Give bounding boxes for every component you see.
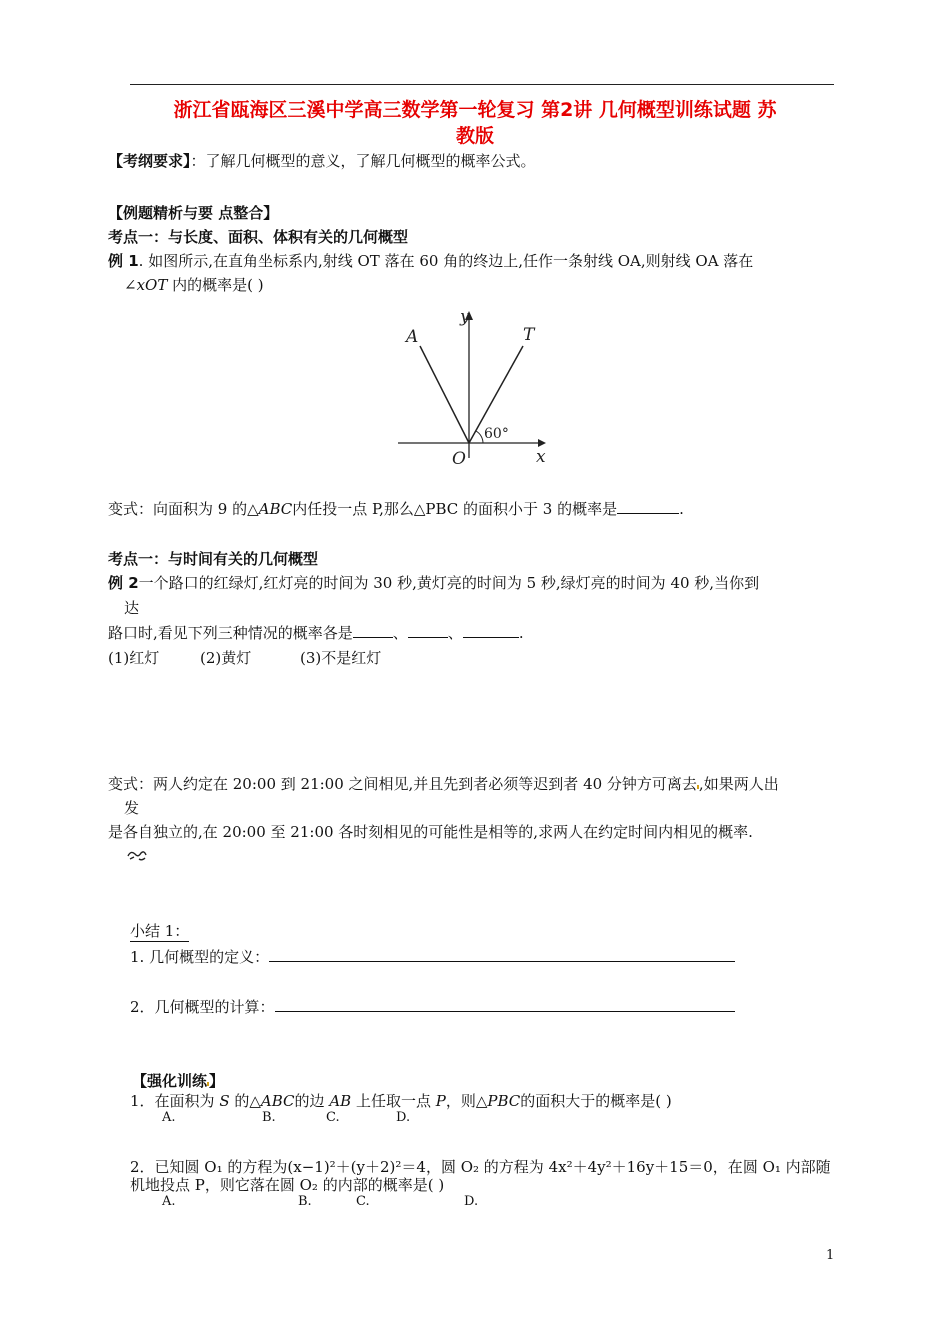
- variant2-text-a2: ,如果两人出: [698, 775, 779, 793]
- example2-opt1: (1)红灯: [108, 649, 160, 667]
- kaodian1-title: 考点一：与长度、面积、体积有关的几何概型: [108, 228, 409, 246]
- page-title-line1: 浙江省瓯海区三溪中学高三数学第一轮复习 第2讲 几何概型训练试题 苏: [173, 99, 777, 121]
- example2-opt2: (2)黄灯: [200, 649, 252, 667]
- training-label-end: 】: [209, 1072, 225, 1090]
- variant1-line: [108, 498, 684, 519]
- variant2-line3: 是各自独立的,在 20:00 至 21:00 各时刻相见的可能性是相等的,求两人在约定时间内相见的概率.: [108, 823, 753, 841]
- q1-option-b: B.: [262, 1110, 276, 1125]
- example2-line2: 达: [124, 599, 140, 617]
- q1-line: [130, 1090, 672, 1111]
- coordinate-figure: [390, 306, 570, 468]
- q1-option-c: C.: [326, 1110, 340, 1125]
- x-axis-arrow-icon: [538, 439, 546, 447]
- example2-label: 例 2: [108, 574, 139, 592]
- q2-option-c: C.: [356, 1194, 370, 1209]
- q1-ab: AB: [329, 1092, 352, 1110]
- q1-text-d: 上任取一点: [351, 1092, 436, 1110]
- variant1-suffix: 内任投一点 P,那么△PBC 的面积小于 3 的概率是: [292, 500, 618, 518]
- q1-text-a: 1．在面积为: [130, 1092, 220, 1110]
- example1-line2: [124, 274, 264, 295]
- angle-xot: ∠xOT: [124, 276, 168, 294]
- training-label: [132, 1070, 224, 1091]
- label-x: x: [536, 447, 546, 467]
- example1-text-b: 内的概率是( ): [167, 276, 264, 294]
- q1-abc: ABC: [260, 1092, 295, 1110]
- example2-line3: [108, 622, 524, 643]
- example1-text: . 如图所示,在直角坐标系内,射线 OT 落在 60 角的终边上,任作一条射线 OA,则射线 OA 落在: [138, 252, 754, 270]
- q2-option-d: D.: [464, 1194, 479, 1209]
- q1-text-e: ，则△: [445, 1092, 488, 1110]
- variant1-prefix: 变式：向面积为 9 的△: [108, 500, 259, 518]
- sep1: 、: [392, 624, 408, 642]
- example2-text: 一个路口的红绿灯,红灯亮的时间为 30 秒,黄灯亮的时间为 5 秒,绿灯亮的时间为 40 秒,当你到: [138, 574, 760, 592]
- q1-option-d: D.: [396, 1110, 411, 1125]
- blank-not-red: [463, 623, 519, 638]
- label-o: O: [452, 449, 466, 468]
- q2-option-b: B.: [298, 1194, 312, 1209]
- variant2-line2: 发: [124, 799, 140, 817]
- q2-line1: 2．已知圆 O₁ 的方程为(x−1)²＋(y＋2)²＝4，圆 O₂ 的方程为 4x²＋4y²＋16y＋15＝0，在圆 O₁ 内部随: [130, 1158, 831, 1176]
- example2-end: .: [518, 624, 524, 642]
- doodle-icon: [126, 848, 148, 862]
- q1-text-c: 的边: [294, 1092, 330, 1110]
- variant2-text-a: 变式：两人约定在 20:00 到 21:00 之间相见,并且先到者必须等迟到者 40 分钟方可离去: [108, 775, 697, 793]
- q2-line2: 机地投点 P，则它落在圆 O₂ 的内部的概率是( ): [130, 1176, 445, 1194]
- page-number: 1: [826, 1248, 835, 1263]
- q1-option-a: A.: [162, 1110, 176, 1125]
- requirement-text: ：了解几何概型的意义，了解几何概型的概率公式。: [190, 152, 536, 170]
- summary1-blank: [269, 947, 735, 962]
- q2-option-a: A.: [162, 1194, 176, 1209]
- variant2-line1: [108, 773, 779, 794]
- kaodian2-title: 考点一：与时间有关的几何概型: [108, 550, 319, 568]
- variant1-abc: ABC: [258, 500, 293, 518]
- summary2-blank: [275, 997, 735, 1012]
- requirement-line: [108, 150, 536, 171]
- example1-label: 例 1: [108, 252, 139, 270]
- section-label: 【例题精析与要 点整合】: [108, 204, 279, 222]
- example2-line1: [108, 572, 759, 593]
- q1-p: P: [435, 1092, 446, 1110]
- blank-red: [353, 623, 393, 638]
- example2-text-c: 路口时,看见下列三种情况的概率各是: [108, 624, 353, 642]
- summary-title: 小结 1：: [130, 922, 190, 940]
- sep2: 、: [447, 624, 463, 642]
- header-rule: [130, 84, 834, 85]
- label-a: A: [406, 327, 419, 347]
- label-t: T: [523, 325, 535, 345]
- summary1-line: [130, 946, 735, 967]
- summary2-line: [130, 996, 735, 1017]
- q1-s: S: [219, 1092, 230, 1110]
- q1-pbc: PBC: [487, 1092, 521, 1110]
- requirement-label: 【考纲要求】: [108, 152, 191, 170]
- q1-text-f: 的面积大于的概率是( ): [520, 1092, 672, 1110]
- training-label-text: 【强化训练: [132, 1072, 208, 1090]
- example1-line1: [108, 250, 753, 271]
- variant1-blank: [617, 499, 679, 514]
- page-title-line2: 教版: [455, 125, 494, 147]
- label-y: y: [460, 307, 470, 327]
- q1-text-b: 的△: [229, 1092, 261, 1110]
- angle-arc: [476, 431, 483, 443]
- example2-opt3: (3)不是红灯: [300, 649, 382, 667]
- variant1-end: .: [679, 500, 684, 518]
- summary1-label: 1. 几何概型的定义：: [130, 948, 270, 966]
- summary2-label: 2．几何概型的计算：: [130, 998, 275, 1016]
- blank-yellow: [408, 623, 448, 638]
- label-angle: 60°: [484, 426, 509, 442]
- ray-oa: [420, 346, 469, 443]
